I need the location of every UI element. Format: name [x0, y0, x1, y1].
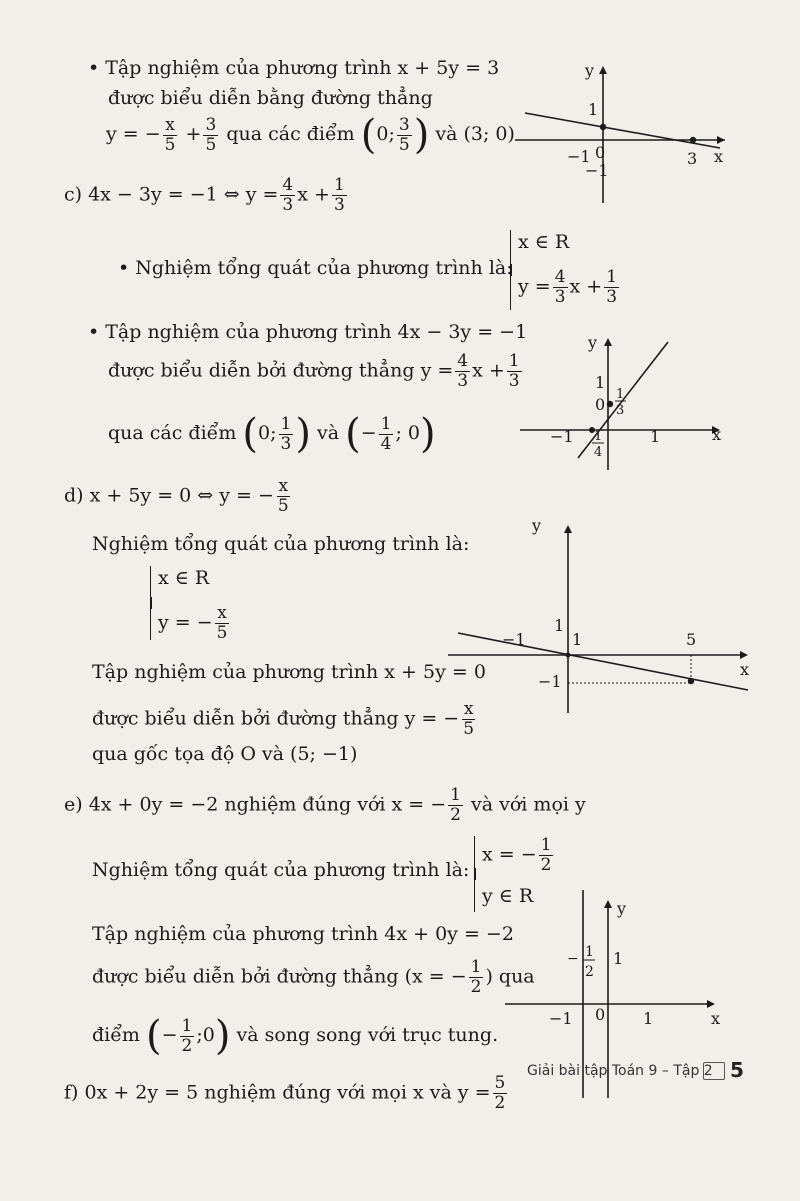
d-set-line2: được biểu diễn bởi đường thẳng y = − $\frac{x}{5}$ [92, 699, 475, 739]
g2-quarter-den: 4 [594, 445, 603, 460]
g1-x-label: x [714, 147, 724, 166]
b-set-line2: được biểu diễn bằng đường thẳng [108, 87, 433, 109]
e-general-label: Nghiệm tổng quát của phương trình là: [92, 859, 470, 881]
f-equation: f) 0x + 2y = 5 nghiệm đúng với mọi x và y = $\frac{5}{2}$ [64, 1073, 506, 1113]
d-general-label: Nghiệm tổng quát của phương trình là: [92, 533, 470, 555]
c-set-line2: được biểu diễn bởi đường thẳng y = $\frac{4}{3}$ x + $\frac{1}{3}$ [108, 351, 520, 391]
g4-x-label: x [711, 1009, 721, 1028]
d-system-row1: x ∈ R [158, 567, 210, 589]
c-system-row2: y = $\frac{4}{3}$ x + $\frac{1}{3}$ [518, 267, 618, 307]
c-equation: c) 4x − 3y = −1 ⇔ y = $\frac{4}{3}$ x + $\frac{1}{3}$ [64, 175, 345, 215]
g2-third-den: 3 [616, 403, 625, 418]
g1-origin: 0 [595, 143, 606, 162]
g3-tick-m1y: −1 [538, 672, 562, 691]
g2-third-num: 1 [616, 387, 625, 402]
g3-tick-5: 5 [686, 630, 697, 649]
c-set-line3: qua các điểm (0; $\frac{1}{3}$ ) và (− $\frac{1}{4}$ ; 0) [108, 411, 436, 457]
g2-tick-1y: 1 [595, 373, 606, 392]
b-set-line3: y = − $\frac{x}{5}$ + $\frac{3}{5}$ qua các điểm (0; $\frac{3}{5}$ ) và (3; 0) [106, 112, 515, 158]
c-general-label: • Nghiệm tổng quát của phương trình là: [118, 257, 513, 279]
g1-tick-1y: 1 [588, 100, 599, 119]
g3-x-label: x [740, 660, 750, 679]
graph-2 [520, 330, 750, 470]
e-set-line2: được biểu diễn bởi đường thẳng (x = − $\frac{1}{2}$ ) qua [92, 957, 535, 997]
g3-tick-1y: 1 [554, 616, 565, 635]
g1-tick-m1y: −1 [585, 161, 609, 180]
g2-origin: 0 [595, 395, 606, 414]
b-point-frac: $\frac{3}{5}$ [398, 114, 410, 155]
g2-tick-m1x: −1 [550, 427, 574, 446]
g2-x-label: x [712, 425, 722, 444]
b-frac2: $\frac{3}{5}$ [205, 114, 217, 155]
e-system-row2: y ∈ R [482, 885, 534, 907]
e-equation: e) 4x + 0y = −2 nghiệm đúng với x = − $\frac{1}{2}$ và với mọi y [64, 785, 586, 825]
g4-tick-1y: 1 [613, 949, 624, 968]
g2-y-label: y [588, 333, 598, 352]
g4-tick-1x: 1 [643, 1009, 654, 1028]
d-set-line1: Tập nghiệm của phương trình x + 5y = 0 [92, 661, 486, 683]
g1-tick-3: 3 [687, 149, 698, 168]
e-system-brace [474, 836, 475, 912]
c-system-row1: x ∈ R [518, 231, 570, 253]
footer-title: Giải bài tập Toán 9 – Tập 2 [527, 1063, 713, 1079]
g3-y-label: y [532, 516, 542, 535]
b-frac1: $\frac{x}{5}$ [164, 114, 176, 155]
g4-half-minus: − [567, 951, 579, 967]
e-set-line1: Tập nghiệm của phương trình 4x + 0y = −2 [92, 923, 514, 945]
e-set-line3: điểm (− $\frac{1}{2}$ ;0) và song song với trục tung. [92, 1013, 499, 1059]
g1-tick-m1x: −1 [567, 147, 591, 166]
page-number: 5 [730, 1058, 744, 1082]
d-system-row2: y = − $\frac{x}{5}$ [158, 603, 228, 643]
b-y-eq: y = − [106, 123, 161, 145]
e-system-row1: x = − $\frac{1}{2}$ [482, 835, 552, 875]
c-set-line1: • Tập nghiệm của phương trình 4x − 3y = −1 [88, 321, 528, 343]
g2-tick-1x: 1 [650, 427, 661, 446]
graph-3 [448, 515, 758, 715]
g1-y-label: y [585, 61, 595, 80]
d-system-brace [150, 566, 151, 640]
book-icon [703, 1062, 725, 1080]
g2-quarter-num: 1 [594, 429, 603, 444]
b-set-line1: • Tập nghiệm của phương trình x + 5y = 3 [88, 57, 500, 79]
g3-tick-m1x: −1 [502, 630, 526, 649]
g4-y-label: y [617, 899, 627, 918]
g4-half-den: 2 [585, 964, 594, 980]
g4-half-num: 1 [585, 944, 594, 960]
d-equation: d) x + 5y = 0 ⇔ y = − $\frac{x}{5}$ [64, 476, 289, 516]
d-set-line3: qua gốc tọa độ O và (5; −1) [92, 743, 358, 765]
g4-tick-m1x: −1 [549, 1009, 573, 1028]
g4-origin: 0 [595, 1005, 606, 1024]
g3-tick-1x: 1 [572, 630, 583, 649]
c-system-brace [510, 230, 511, 310]
graph-1 [515, 58, 765, 208]
